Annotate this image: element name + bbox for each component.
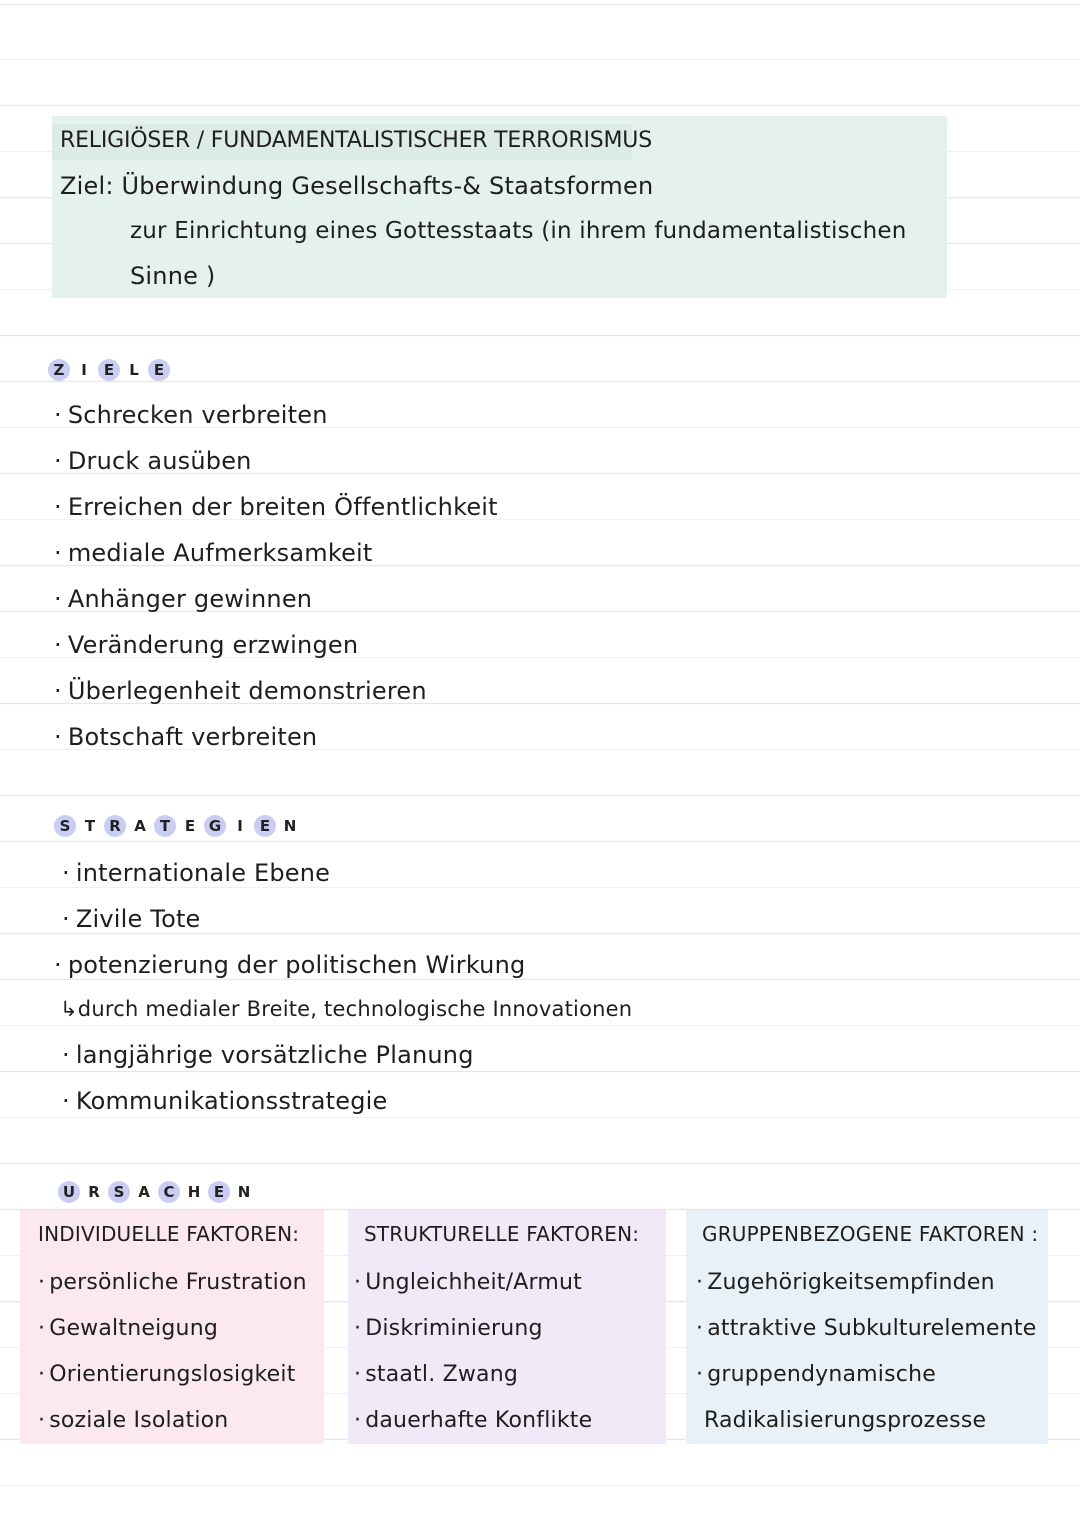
heading-letter: R [88, 1183, 100, 1201]
heading-letter: I [81, 361, 87, 379]
heading-letter: E [208, 1181, 230, 1203]
heading-letter: E [148, 359, 170, 381]
heading-letter: N [237, 1183, 251, 1201]
column-title: INDIVIDUELLE FAKTOREN: [38, 1222, 300, 1246]
sub-item: ↳durch medialer Breite, technologische Innovationen [60, 997, 633, 1021]
list-item: · Veränderung erzwingen [54, 622, 498, 668]
list-item: · Anhänger gewinnen [54, 576, 498, 622]
ziele-heading [48, 359, 170, 381]
list-item: · Orientierungslosigkeit [38, 1352, 307, 1398]
heading-letter: L [129, 361, 139, 379]
list-item: · Erreichen der breiten Öffentlichkeit [54, 484, 498, 530]
heading-letter: Z [48, 359, 70, 381]
list-item: · Zivile Tote [62, 896, 330, 942]
list-item: · Druck ausüben [54, 438, 498, 484]
list-item: · persönliche Frustration [38, 1260, 307, 1306]
list-item: Radikalisierungsprozesse [704, 1408, 987, 1433]
goal-line-1: Ziel: Überwindung Gesellschafts-& Staatsformen [60, 172, 654, 200]
list-item: · dauerhafte Konflikte [354, 1398, 592, 1444]
strategien-list-b [54, 942, 525, 988]
list-item: · potenzierung der politischen Wirkung [54, 942, 525, 988]
list-item: · Diskriminierung [354, 1306, 592, 1352]
goal-line-2: zur Einrichtung eines Gottesstaats (in ihrem fundamentalistischen [130, 218, 907, 244]
list-item: · gruppendynamische [696, 1352, 1036, 1398]
list-item: · staatl. Zwang [354, 1352, 592, 1398]
list-item: · Ungleichheit/Armut [354, 1260, 592, 1306]
group-factors-list [696, 1260, 1036, 1444]
heading-letter: E [184, 817, 196, 835]
list-item: · langjährige vorsätzliche Planung [62, 1032, 474, 1078]
heading-letter: A [134, 817, 146, 835]
list-item: · Überlegenheit demonstrieren [54, 668, 498, 714]
heading-letter: T [84, 817, 96, 835]
individual-factors-list [38, 1260, 307, 1444]
list-item: · internationale Ebene [62, 850, 330, 896]
list-item: · Gewaltneigung [38, 1306, 307, 1352]
heading-letter: R [104, 815, 126, 837]
heading-letter: N [283, 817, 297, 835]
list-item: · Zugehörigkeitsempfinden [696, 1260, 1036, 1306]
strategien-heading [54, 815, 301, 837]
heading-letter: E [254, 815, 276, 837]
ziele-list [54, 392, 498, 760]
page-title: RELIGIÖSER / FUNDAMENTALISTISCHER TERRORISMUS [60, 128, 652, 153]
heading-letter: C [158, 1181, 180, 1203]
heading-letter: G [204, 815, 226, 837]
list-item: · mediale Aufmerksamkeit [54, 530, 498, 576]
heading-letter: S [54, 815, 76, 837]
column-title: GRUPPENBEZOGENE FAKTOREN : [702, 1222, 1039, 1246]
list-item: · Kommunikationsstrategie [62, 1078, 474, 1124]
list-item: · soziale Isolation [38, 1398, 307, 1444]
list-item: · attraktive Subkulturelemente [696, 1306, 1036, 1352]
list-item: · Botschaft verbreiten [54, 714, 498, 760]
strategien-list-a [62, 850, 330, 942]
ursachen-heading [58, 1181, 255, 1203]
goal-line-3: Sinne ) [130, 262, 216, 290]
list-item: · Schrecken verbreiten [54, 392, 498, 438]
heading-letter: S [108, 1181, 130, 1203]
heading-letter: E [98, 359, 120, 381]
heading-letter: I [237, 817, 243, 835]
heading-letter: T [154, 815, 176, 837]
structural-factors-list [354, 1260, 592, 1444]
heading-letter: H [187, 1183, 201, 1201]
heading-letter: U [58, 1181, 80, 1203]
heading-letter: A [138, 1183, 150, 1201]
column-title: STRUKTURELLE FAKTOREN: [364, 1222, 640, 1246]
strategien-list-c [62, 1032, 474, 1124]
